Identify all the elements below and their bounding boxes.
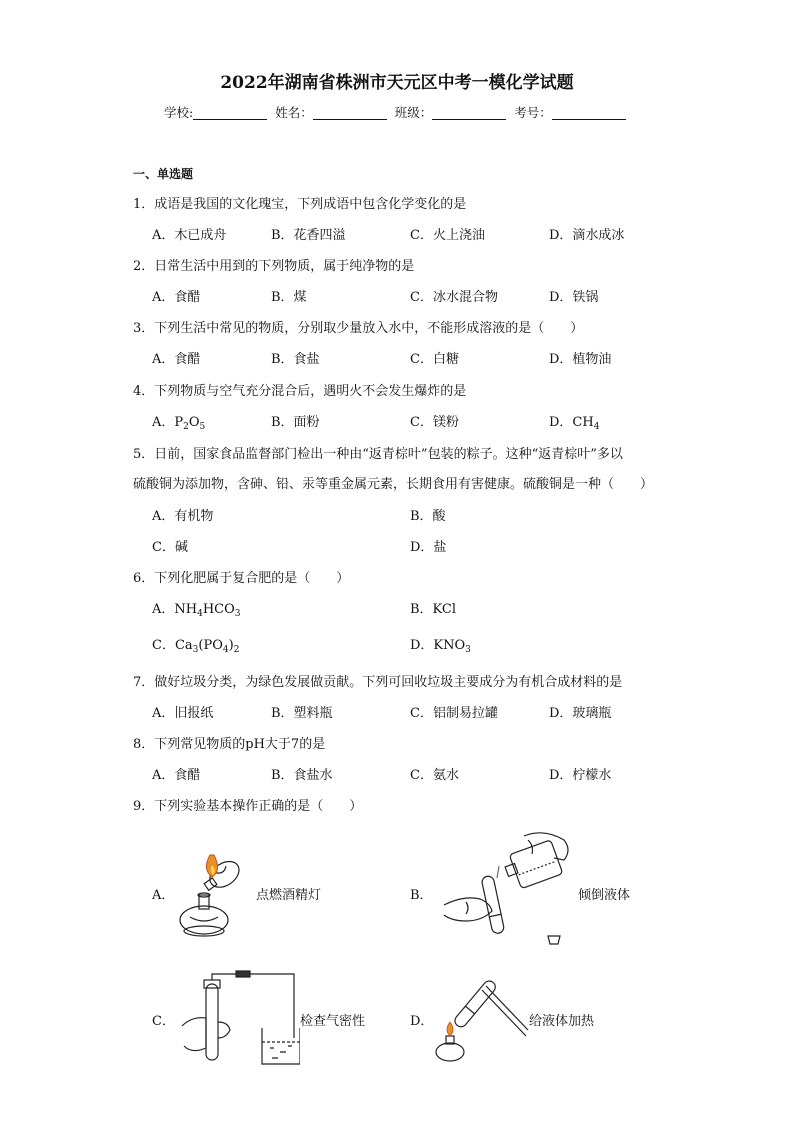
q4-option-a: A．$P_2O_5$ — [152, 415, 206, 432]
question-5-stem-line1: 5．日前，国家食品监督部门检出一种由“返青棕叶”包装的粽子。这种“返青棕叶”多以 — [133, 447, 623, 462]
examno-blank — [552, 105, 626, 120]
heating-liquid-figure — [430, 970, 530, 1066]
q6-option-d: D．$KNO_3$ — [410, 638, 471, 655]
q4-option-b: B．面粉 — [271, 415, 320, 430]
q8-option-c: C．氨水 — [410, 768, 459, 783]
q9-option-b-label: 倾倒液体 — [578, 888, 631, 903]
q7-option-d: D．玻璃瓶 — [549, 706, 612, 721]
q4-option-c: C．镁粉 — [410, 415, 459, 430]
section-heading: 一、单选题 — [133, 167, 194, 181]
student-info-line — [164, 103, 630, 121]
question-5-stem-line2: 硫酸铜为添加物，含砷、铅、汞等重金属元素，长期食用有害健康。硫酸铜是一种（ ） — [133, 477, 654, 492]
question-6-stem: 6．下列化肥属于复合肥的是（ ） — [133, 571, 350, 586]
question-1-stem: 1．成语是我国的文化瑰宝，下列成语中包含化学变化的是 — [133, 197, 467, 212]
pouring-liquid-figure — [436, 830, 576, 950]
question-2-stem: 2．日常生活中用到的下列物质，属于纯净物的是 — [133, 259, 415, 274]
q9-option-c-letter: C． — [152, 1014, 175, 1029]
q5-option-a: A．有机物 — [152, 509, 214, 524]
question-3-stem: 3．下列生活中常见的物质，分别取少量放入水中，不能形成溶液的是（ ） — [133, 321, 584, 336]
q7-option-c: C．铝制易拉罐 — [410, 706, 498, 721]
q2-option-a: A．食醋 — [152, 290, 201, 305]
q3-option-a: A．食醋 — [152, 352, 201, 367]
q9-option-a-letter: A． — [152, 888, 175, 903]
name-blank — [313, 105, 387, 120]
q9-option-d-label: 给液体加热 — [529, 1014, 595, 1029]
q3-option-d: D．植物油 — [549, 352, 612, 367]
q1-option-d: D．滴水成冰 — [549, 228, 625, 243]
q8-option-d: D．柠檬水 — [549, 768, 612, 783]
question-8-stem: 8．下列常见物质的pH大于7的是 — [133, 737, 326, 752]
q8-option-b: B．食盐水 — [271, 768, 333, 783]
q1-option-c: C．火上浇油 — [410, 228, 485, 243]
question-7-stem: 7．做好垃圾分类，为绿色发展做贡献。下列可回收垃圾主要成分为有机合成材料的是 — [133, 675, 623, 690]
q2-option-d: D．铁锅 — [549, 290, 599, 305]
q9-option-b-letter: B． — [410, 888, 433, 903]
alcohol-lamp-lighting-figure — [172, 845, 262, 945]
class-label: 班级： — [394, 105, 433, 120]
q5-option-c: C．碱 — [152, 540, 188, 555]
q1-option-b: B．花香四溢 — [271, 228, 346, 243]
school-blank — [193, 105, 267, 120]
q6-option-c: C．$Ca_3(PO_4)_2$ — [152, 638, 240, 655]
question-9-stem: 9．下列实验基本操作正确的是（ ） — [133, 799, 363, 814]
q3-option-c: C．白糖 — [410, 352, 459, 367]
q1-option-a: A．木已成舟 — [152, 228, 227, 243]
question-4-stem: 4．下列物质与空气充分混合后，遇明火不会发生爆炸的是 — [133, 384, 467, 399]
q6-option-a: A．$NH_4HCO_3$ — [152, 602, 241, 619]
q6-option-b: B．KCl — [410, 602, 457, 617]
q7-option-b: B．塑料瓶 — [271, 706, 333, 721]
q9-option-d-letter: D． — [410, 1014, 434, 1029]
q2-option-c: C．冰水混合物 — [410, 290, 498, 305]
examno-label: 考号： — [514, 105, 552, 120]
q9-option-c-label: 检查气密性 — [300, 1014, 366, 1029]
air-tightness-check-figure — [176, 966, 300, 1066]
q5-option-b: B．酸 — [410, 509, 446, 524]
page-title: 2022年湖南省株洲市天元区中考一模化学试题 — [220, 73, 574, 93]
school-label: 学校: — [164, 105, 194, 120]
class-blank — [432, 105, 506, 120]
q7-option-a: A．旧报纸 — [152, 706, 214, 721]
name-label: 姓名： — [275, 105, 313, 120]
q2-option-b: B．煤 — [271, 290, 307, 305]
q8-option-a: A．食醋 — [152, 768, 201, 783]
q4-option-d: D．$CH_4$ — [549, 415, 600, 432]
q3-option-b: B．食盐 — [271, 352, 320, 367]
q9-option-a-label: 点燃酒精灯 — [256, 888, 322, 903]
q5-option-d: D．盐 — [410, 540, 447, 555]
